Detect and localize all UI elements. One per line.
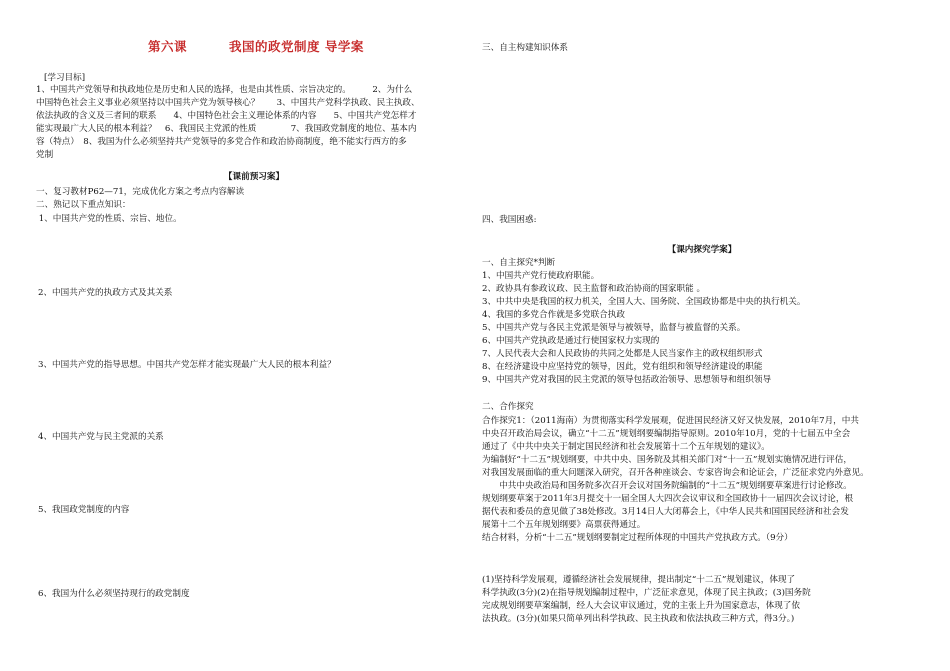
answer-line: (1)坚持科学发展观，遵循经济社会发展规律，提出制定“十二五”规划建议，体现了 xyxy=(482,575,796,585)
page-title: 我国的政党制度 导学案 xyxy=(229,39,364,54)
section-4-heading: 四、我国困惑: xyxy=(482,215,537,225)
question-2: 2、中国共产党的执政方式及其关系 xyxy=(38,288,173,298)
goals-block xyxy=(36,84,476,162)
case-line: 中央召开政治局会议，确立“十二五”规划纲要编制指导原则。2010年10月，党的十七届五中全会 xyxy=(482,429,851,439)
answer-line: 法执政。(3分)(如果只简单列出科学执政、民主执政和依法执政三种方式，得3分。) xyxy=(482,614,795,624)
case-material xyxy=(482,415,926,545)
case-line: 中共中央政治局和国务院多次召开会议对国务院编制的“十二五”规划纲要草案进行讨论修改。 xyxy=(482,481,852,491)
question-1: 1、中国共产党的性质、宗旨、地位。 xyxy=(36,214,182,224)
case-line: 通过了《中共中央关于制定国民经济和社会发展第十二个五年规划的建议》。 xyxy=(482,442,770,452)
case-line: 据代表和委员的意见做了38处修改。3月14日人大闭幕会上，《中华人民共和国国民经济和社会发 xyxy=(482,507,849,517)
question-3: 3、中国共产党的指导思想。中国共产党怎样才能实现最广大人民的根本利益？ xyxy=(38,360,336,370)
goal-line: 依法执政的含义及三者间的联系 4、中国特色社会主义理论体系的内容 5、中国共产党怎样才 xyxy=(36,111,417,121)
title-lesson: 第六课 xyxy=(148,39,188,54)
preview-item-1: 一、复习教材P62—71，完成优化方案之考点内容解读 xyxy=(36,187,245,197)
case-line: 合作探究1：（2011海南）为贯彻落实科学发展观，促进国民经济又好又快发展，2010年7月，中共 xyxy=(482,416,859,426)
judge-item: 7、人民代表大会和人民政协的共同之处都是人民当家作主的政权组织形式 xyxy=(482,349,763,359)
coop-header: 二、合作探究 xyxy=(482,402,534,412)
case-line: 对我国发展面临的重大问题深入研究，召开各种座谈会、专家咨询会和论证会，广泛征求党内外意见。 xyxy=(482,468,869,478)
judge-item: 5、中国共产党与各民主党派是领导与被领导，监督与被监督的关系。 xyxy=(482,323,746,333)
goal-line: 能实现最广大人民的根本利益？ 6、我国民主党派的性质 7、我国政党制度的地位、基本内 xyxy=(36,124,417,134)
inclass-header: 【课内探究学案】 xyxy=(667,245,737,255)
judge-item: 8、在经济建设中应坚持党的领导，因此，党有组织和领导经济建设的职能 xyxy=(482,362,763,372)
question-4: 4、中国共产党与民主党派的关系 xyxy=(38,432,164,442)
preview-item-2: 二、熟记以下重点知识： xyxy=(36,200,131,210)
case-line: 展第十二个五年规划纲要》高票获得通过。 xyxy=(482,520,646,530)
judge-item: 6、中国共产党执政是通过行使国家权力实现的 xyxy=(482,336,660,346)
answer-line: 科学执政(3分)(2)在指导规划编制过程中，广泛征求意见，体现了民主执政；(3)国务院 xyxy=(482,588,811,598)
judge-item: 1、中国共产党行使政府职能。 xyxy=(482,271,600,281)
goals-header: [学习目标] xyxy=(44,73,86,83)
judge-item: 9、中国共产党对我国的民主党派的领导包括政治领导、思想领导和组织领导 xyxy=(482,375,772,385)
case-line: 结合材料，分析“十二五”规划纲要制定过程所体现的中国共产党执政方式。（9分） xyxy=(482,533,793,543)
judge-item: 4、我国的多党合作就是多党联合执政 xyxy=(482,310,625,320)
judge-item: 3、中共中央是我国的权力机关，全国人大、国务院、全国政协都是中央的执行机关。 xyxy=(482,297,806,307)
question-6: 6、我国为什么必须坚持现行的政党制度 xyxy=(38,589,190,599)
goal-line: 1、中国共产党领导和执政地位是历史和人民的选择，也是由其性质、宗旨决定的。 2、为什么 xyxy=(36,85,413,95)
goal-line: 容（特点） 8、我国为什么必须坚持共产党领导的多党合作和政治协商制度，绝不能实行西方的多 xyxy=(36,137,407,147)
judge-list xyxy=(482,270,922,387)
preview-header: 【课前预习案】 xyxy=(223,172,285,182)
answer-line: 完成规划纲要草案编制，经人大会议审议通过，党的主张上升为国家意志，体现了依 xyxy=(482,601,800,611)
section-3-heading: 三、自主构建知识体系 xyxy=(482,43,568,53)
goal-line: 党制 xyxy=(36,150,54,160)
case-line: 为编制好“十二五”规划纲要，中共中央、国务院及其相关部门对“十一五”规划实施情况进行评估， xyxy=(482,455,852,465)
case-line: 规划纲要草案于2011年3月提交十一届全国人大四次会议审议和全国政协十一届四次会议讨论，根 xyxy=(482,494,854,504)
judge-item: 2、政协具有参政议政、民主监督和政治协商的国家职能 。 xyxy=(482,284,706,294)
question-5: 5、我国政党制度的内容 xyxy=(38,505,130,515)
judge-header: 一、自主探究*判断 xyxy=(482,258,556,268)
goal-line: 中国特色社会主义事业必须坚持以中国共产党为领导核心？ 3、中国共产党科学执政、民主执政、 xyxy=(36,98,420,108)
answer-block xyxy=(482,574,926,626)
